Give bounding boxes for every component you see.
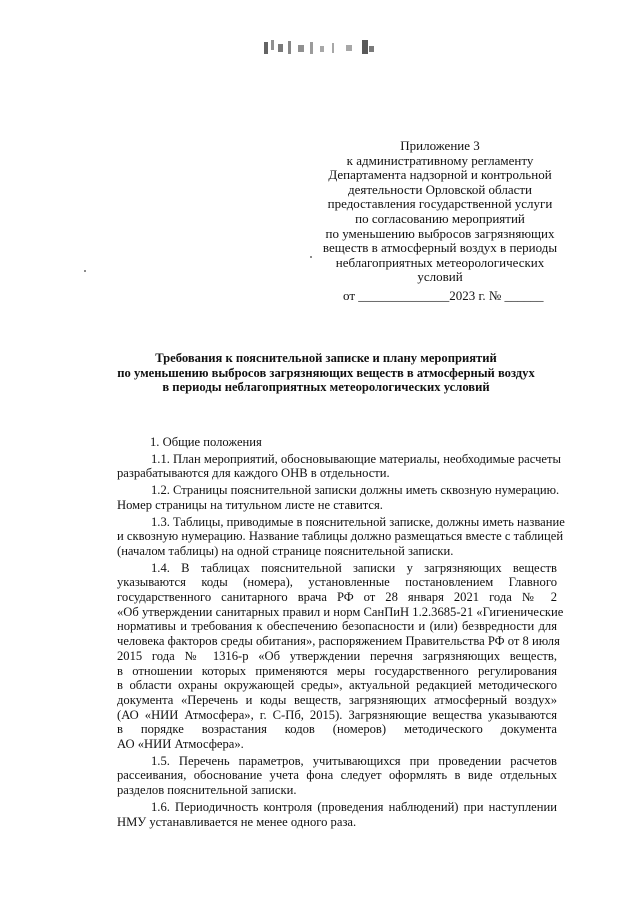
document-body xyxy=(117,435,565,831)
paragraph-line: человека факторов среды обитания», распоряжением Правительства РФ от 8 июля xyxy=(117,634,560,649)
paragraph-line: указываются коды (номера), установленные постановлением Главного xyxy=(117,575,557,590)
paragraph xyxy=(117,800,557,829)
paragraph-line: государственного санитарного врача РФ от 28 января 2021 года № 2 xyxy=(117,590,557,605)
title-line: по уменьшению выбросов загрязняющих веществ в атмосферный воздух xyxy=(117,365,535,380)
section-heading: 1. Общие положения xyxy=(150,435,262,449)
appendix-line: деятельности Орловской области xyxy=(347,181,533,197)
paragraph-line: 1.4. В таблицах пояснительной записки у загрязняющих веществ xyxy=(151,560,557,575)
paragraph-line: и сквозную нумерацию. Название таблицы должно размещаться вместе с таблицей xyxy=(117,529,564,544)
paragraph xyxy=(117,451,561,481)
paragraph-list xyxy=(117,451,565,830)
paragraph-line: НМУ устанавливается не менее одного раза. xyxy=(117,814,357,829)
paragraph-line: разделов пояснительной записки. xyxy=(117,783,297,798)
title-line: в периоды неблагоприятных метеорологических условий xyxy=(162,380,490,395)
scan-artifact-marks xyxy=(262,36,377,58)
appendix-line: предоставления государственной услуги xyxy=(327,196,553,212)
paragraph xyxy=(117,483,560,512)
paragraph-line: «Об утверждении санитарных правил и норм СанПиН 1.2.3685-21 «Гигиенические xyxy=(117,604,564,619)
paragraph-line: документа «Перечень и коды веществ, загрязняющих атмосферный воздух» xyxy=(117,692,557,707)
paragraph-line: 1.3. Таблицы, приводимые в пояснительной записке, должны иметь название xyxy=(151,514,565,529)
title-line: Требования к пояснительной записке и плану мероприятий xyxy=(155,351,497,365)
date-number-line: от ______________2023 г. № ______ xyxy=(343,288,544,303)
appendix-line: Приложение 3 xyxy=(400,138,480,153)
paragraph-line: 2015 года № 1316-р «Об утверждении перечня загрязняющих веществ, xyxy=(117,648,557,663)
paragraph-line: в области охраны окружающей среды», актуальной редакцией методического xyxy=(117,678,557,693)
paragraph-line: 1.2. Страницы пояснительной записки должны иметь сквозную нумерацию. xyxy=(151,483,560,498)
paragraph-line: (началом таблицы) на одной странице пояснительной записки. xyxy=(117,543,454,558)
paragraph-line: в отношении которых применяются меры государственного регулирования xyxy=(117,663,557,678)
appendix-line: по согласованию мероприятий xyxy=(355,210,525,226)
paragraph-line: в порядке возрастания кодов (номеров) методического документа xyxy=(117,722,557,737)
paragraph-line: 1.5. Перечень параметров, учитывающихся при проведении расчетов xyxy=(151,753,557,768)
appendix-header xyxy=(322,139,558,285)
paragraph-line: Номер страницы на титульном листе не ставится. xyxy=(117,497,383,512)
appendix-line: условий xyxy=(417,269,463,285)
paragraph-line: разрабатываются для каждого ОНВ в отдельности. xyxy=(117,466,390,481)
appendix-line: Департамента надзорной и контрольной xyxy=(328,167,552,183)
paragraph-line: АО «НИИ Атмосфера». xyxy=(117,737,244,752)
document-title xyxy=(96,351,556,395)
paragraph xyxy=(117,514,565,559)
paragraph-line: 1.1. План мероприятий, обосновывающие материалы, необходимые расчеты xyxy=(151,451,561,466)
appendix-line: по уменьшению выбросов загрязняющих xyxy=(325,225,555,241)
paragraph-line: (АО «НИИ Атмосфера», г. С-Пб, 2015). Загрязняющие вещества указываются xyxy=(117,707,557,722)
scan-speck xyxy=(84,270,86,272)
scan-speck xyxy=(310,256,312,258)
paragraph-line: нормативы и требования к обеспечению безопасности и (или) безвредности для xyxy=(117,619,557,634)
appendix-line: веществ в атмосферный воздух в периоды xyxy=(322,240,558,256)
appendix-line: неблагоприятных метеорологических xyxy=(335,254,545,270)
paragraph xyxy=(117,560,564,752)
appendix-line: к административному регламенту xyxy=(346,152,534,168)
paragraph-line: рассеивания, обоснование учета фона следует оформлять в виде отдельных xyxy=(117,768,557,783)
paragraph-line: 1.6. Периодичность контроля (проведения наблюдений) при наступлении xyxy=(151,799,557,814)
paragraph xyxy=(117,754,557,798)
